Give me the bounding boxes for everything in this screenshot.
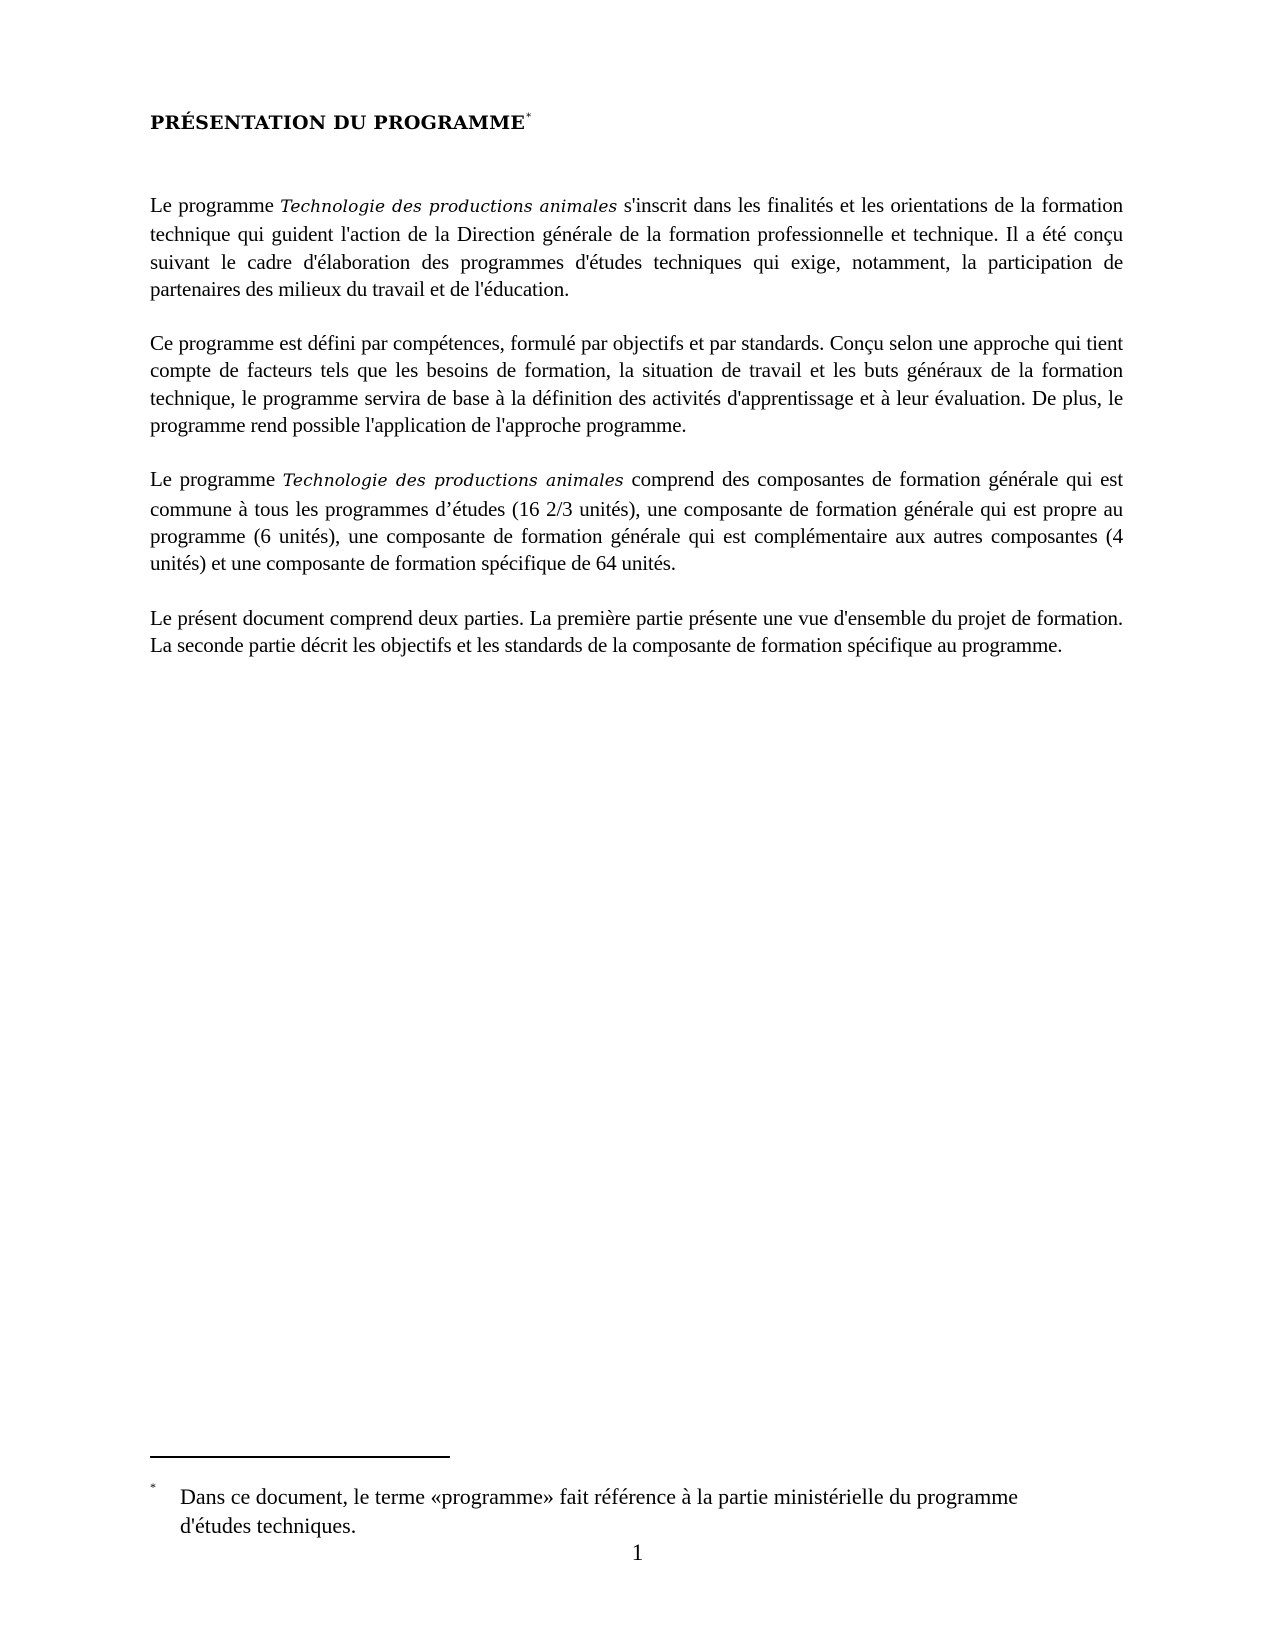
- footnote-text: Dans ce document, le terme «programme» fait référence à la partie ministérielle du programme d'études techniques.: [180, 1484, 1019, 1538]
- paragraph-1-lead: Le programme: [150, 193, 281, 217]
- page-title: [150, 112, 531, 134]
- paragraph-4: Le présent document comprend deux parties. La première partie présente une vue d'ensemble du projet de formation. La seconde partie décrit les objectifs et les standards de la composante de formation spécifique au programme.: [150, 605, 1123, 657]
- title-footnote-marker: *: [526, 112, 532, 123]
- paragraph-3: [150, 466, 1123, 577]
- paragraph-3-lead: Le programme: [150, 467, 283, 492]
- paragraph-2: Ce programme est défini par compétences, formulé par objectifs et par standards. Conçu selon une approche qui tient compte de facteurs tels que les besoins de formation, la situation de travail et les buts généraux de la formation technique, le programme servira de base à la définition des activités d'apprentissage et à leur évaluation. De plus, le programme rend possible l'application de l'approche programme.: [150, 331, 1123, 438]
- paragraph-1-rest: s'inscrit dans les finalités et les orientations de la formation technique qui guident l'action de la Direction générale de la formation professionnelle et technique. Il a été conçu suivant le cadre d'élaboration des programmes d'études techniques qui exige, notamment, la participation de partenaires des milieux du travail et de l'éducation.: [150, 193, 1123, 301]
- footnote-marker: *: [150, 1480, 156, 1494]
- paragraph-3-rest: comprend des composantes de formation générale qui est commune à tous les programmes d’études (16 2/3 unités), une composante de formation générale qui est propre au programme (6 unités), une composante de formation générale qui est complémentaire aux autres composantes (4 unités) et une composante de formation spécifique de 64 unités.: [150, 467, 1124, 576]
- body-text: [150, 192, 1123, 686]
- paragraph-1: [150, 192, 1123, 303]
- footnote-divider: [150, 1456, 450, 1458]
- page-title-text: PRÉSENTATION DU PROGRAMME: [150, 112, 526, 134]
- program-name-emphasis: Technologie des productions animales: [282, 471, 624, 492]
- footnote: [150, 1482, 1050, 1540]
- page-number: 1: [631, 1540, 644, 1565]
- program-name-emphasis: Technologie des productions animales: [280, 197, 618, 217]
